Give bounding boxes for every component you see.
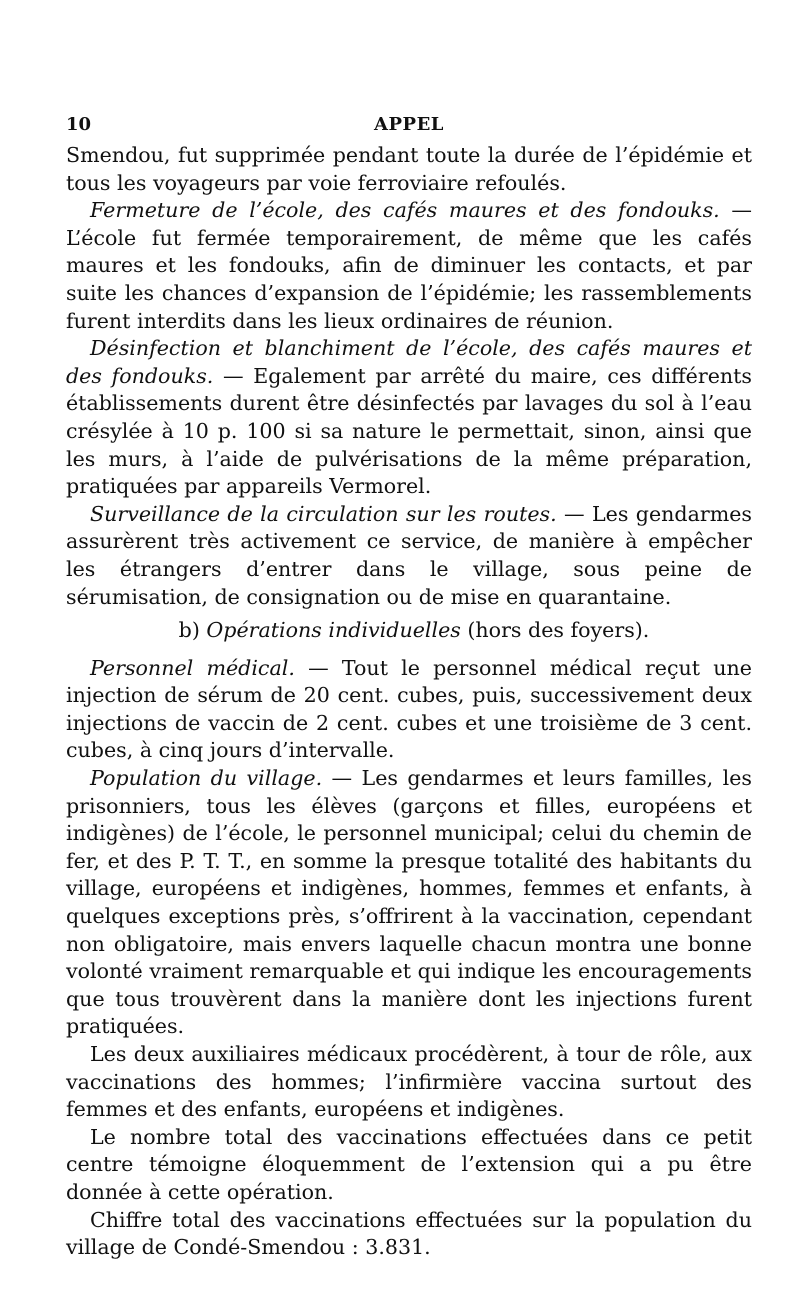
paragraph-lead: Surveillance de la circulation sur les routes. <box>90 501 557 526</box>
paragraph-text: — Les gendarmes assurèrent très activement ce service, de manière à empêcher les étrangers d’entrer dans le village, sous peine de sérumisation, de consignation ou de mise en quarantaine. <box>66 501 753 609</box>
paragraph-text: Le nombre total des vaccinations effectuées dans ce petit centre témoigne éloquemment de l’extension qui a pu être donnée à cette opération. <box>66 1124 752 1204</box>
paragraph <box>66 655 752 765</box>
running-title: APPEL <box>374 114 444 135</box>
paragraph <box>66 765 752 1041</box>
body-text <box>66 142 752 1262</box>
paragraph <box>66 335 752 501</box>
section-heading <box>66 617 752 645</box>
paragraph <box>66 1124 752 1207</box>
paragraph-lead: Population du village. <box>90 766 323 791</box>
paragraph <box>66 1041 752 1124</box>
page-header <box>66 112 752 142</box>
paragraph-text: Chiffre total des vaccinations effectuées sur la population du village de Condé-Smendou : 3.831. <box>66 1207 752 1260</box>
paragraph-text: — L’école fut fermée temporairement, de même que les cafés maures et les fondouks, afin de diminuer les contacts, et par suite les chances d’expansion de l’épidémie; les rassemblements furent interdits dans les lieux ordinaires de réunion. <box>66 198 753 333</box>
paragraph-lead: Fermeture de l’école, des cafés maures et des fondouks. <box>90 198 720 223</box>
section-heading-suffix: (hors des foyers). <box>460 618 650 643</box>
paragraph <box>66 501 752 611</box>
paragraph-text: — Les gendarmes et leurs familles, les prisonniers, tous les élèves (garçons et filles, européens et indigènes) de l’école, le personnel municipal; celui du chemin de fer, et des P. T. T., en somme la presque totalité des habitants du village, européens et indigènes, hommes, femmes et enfants, à quelques exceptions près, s’offrirent à la vaccination, cependant non obligatoire, mais envers laquelle chacun montra une bonne volonté vraiment remarquable et qui indique les encouragements que tous trouvèrent dans la manière dont les injections furent pratiquées. <box>66 766 752 1039</box>
paragraph-text: Les deux auxiliaires médicaux procédèrent, à tour de rôle, aux vaccinations des hommes; l’infirmière vaccina surtout des femmes et des enfants, européens et indigènes. <box>66 1042 752 1122</box>
paragraph-text: Smendou, fut supprimée pendant toute la durée de l’épidémie et tous les voyageurs par voie ferroviaire refoulés. <box>66 143 752 195</box>
section-heading-prefix: b) <box>178 618 207 643</box>
paragraph-text: — Tout le personnel médical reçut une injection de sérum de 20 cent. cubes, puis, successivement deux injections de vaccin de 2 cent. cubes et une troisième de 3 cent. cubes, à cinq jours d’intervalle. <box>66 655 752 763</box>
document-page <box>66 112 752 1262</box>
paragraph-text: — Egalement par arrêté du maire, ces différents établissements durent être désinfectés par lavages du sol à l’eau crésylée à 10 p. 100 si sa nature le permettait, sinon, ainsi que les murs, à l’aide de pulvérisations de la même préparation, pratiquées par appareils Vermorel. <box>66 363 752 499</box>
paragraph <box>66 197 752 335</box>
section-heading-title: Opérations individuelles <box>206 618 461 643</box>
paragraph <box>66 1207 752 1262</box>
page-number: 10 <box>66 114 92 135</box>
paragraph-lead: Personnel médical. <box>90 655 295 680</box>
paragraph <box>66 142 752 197</box>
paragraph-lead: Désinfection et blanchiment de l’école, des cafés maures et des fondouks. <box>66 336 752 388</box>
